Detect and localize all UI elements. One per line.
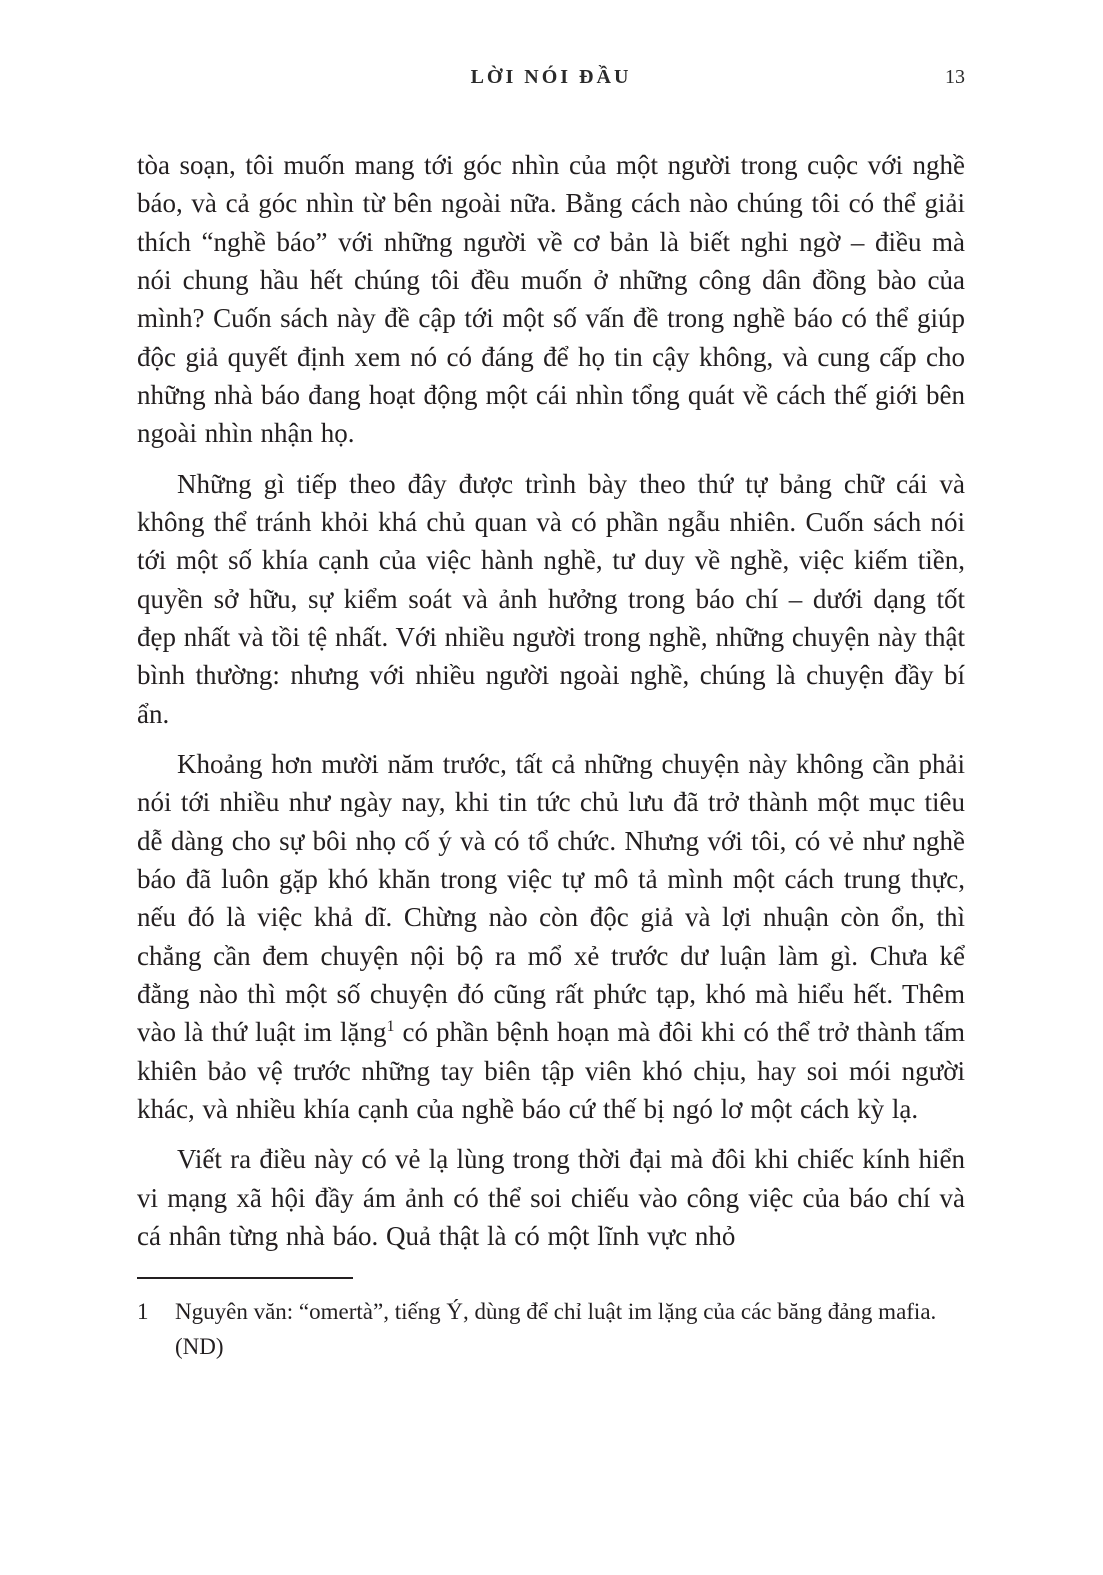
footnote xyxy=(137,1295,965,1364)
paragraph-3-text-after-footnote-ref: có phần bệnh hoạn mà đôi khi có thể trở thành tấm khiên bảo vệ trước những tay biên tập viên khó chịu, hay soi mói người khác, và nhiều khía cạnh của nghề báo cứ thế bị ngó lơ một cách kỳ lạ. xyxy=(137,1017,965,1124)
footnote-area xyxy=(137,1277,965,1364)
paragraph-4: Viết ra điều này có vẻ lạ lùng trong thời đại mà đôi khi chiếc kính hiển vi mạng xã hội đầy ám ảnh có thể soi chiếu vào công việc của báo chí và cá nhân từng nhà báo. Quả thật là có một lĩnh vực nhỏ xyxy=(137,1144,965,1251)
paragraph-continuation: tòa soạn, tôi muốn mang tới góc nhìn của một người trong cuộc với nghề báo, và cả góc nhìn từ bên ngoài nữa. Bằng cách nào chúng tôi có thể giải thích “nghề báo” với những người về cơ bản là biết nghi ngờ – điều mà nói chung hầu hết chúng tôi đều muốn ở những công dân đồng bào của mình? Cuốn sách này đề cập tới một số vấn đề trong nghề báo có thể giúp độc giả quyết định xem nó có đáng để họ tin cậy không, và cung cấp cho những nhà báo đang hoạt động một cái nhìn tổng quát về cách thế giới bên ngoài nhìn nhận họ. xyxy=(137,150,965,449)
footnote-marker: 1 xyxy=(137,1299,149,1325)
body-text xyxy=(137,146,965,1255)
footnote-reference-superscript: 1 xyxy=(386,1017,395,1036)
paragraph-3-text-before-footnote-ref: Khoảng hơn mười năm trước, tất cả những chuyện này không cần phải nói tới nhiều như ngày nay, khi tin tức chủ lưu đã trở thành một mục tiêu dễ dàng cho sự bôi nhọ cố ý và có tổ chức. Nhưng với tôi, có vẻ như nghề báo đã luôn gặp khó khăn trong việc tự mô tả mình một cách trung thực, nếu đó là việc khả dĩ. Chừng nào còn độc giả và lợi nhuận còn ổn, thì chẳng cần đem chuyện nội bộ ra mổ xẻ trước dư luận làm gì. Chưa kể đằng nào thì một số chuyện đó cũng rất phức tạp, khó mà hiểu hết. Thêm vào là thứ luật im lặng xyxy=(137,748,965,1048)
footnote-text: Nguyên văn: “omertà”, tiếng Ý, dùng để chỉ luật im lặng của các băng đảng mafia. (ND) xyxy=(175,1299,937,1359)
page-header xyxy=(137,66,965,96)
running-head-title: LỜI NÓI ĐẦU xyxy=(470,66,632,88)
paragraph-2: Những gì tiếp theo đây được trình bày theo thứ tự bảng chữ cái và không thể tránh khỏi khá chủ quan và có phần ngẫu nhiên. Cuốn sách nói tới một số khía cạnh của việc hành nghề, tư duy về nghề, việc kiếm tiền, quyền sở hữu, sự kiểm soát và ảnh hưởng trong báo chí – dưới dạng tốt đẹp nhất và tồi tệ nhất. Với nhiều người trong nghề, những chuyện này thật bình thường: nhưng với nhiều người ngoài nghề, chúng là chuyện đầy bí ẩn. xyxy=(137,468,965,729)
paragraph-3 xyxy=(137,745,965,1128)
page-number: 13 xyxy=(945,66,965,88)
footnote-divider-rule xyxy=(137,1277,353,1279)
